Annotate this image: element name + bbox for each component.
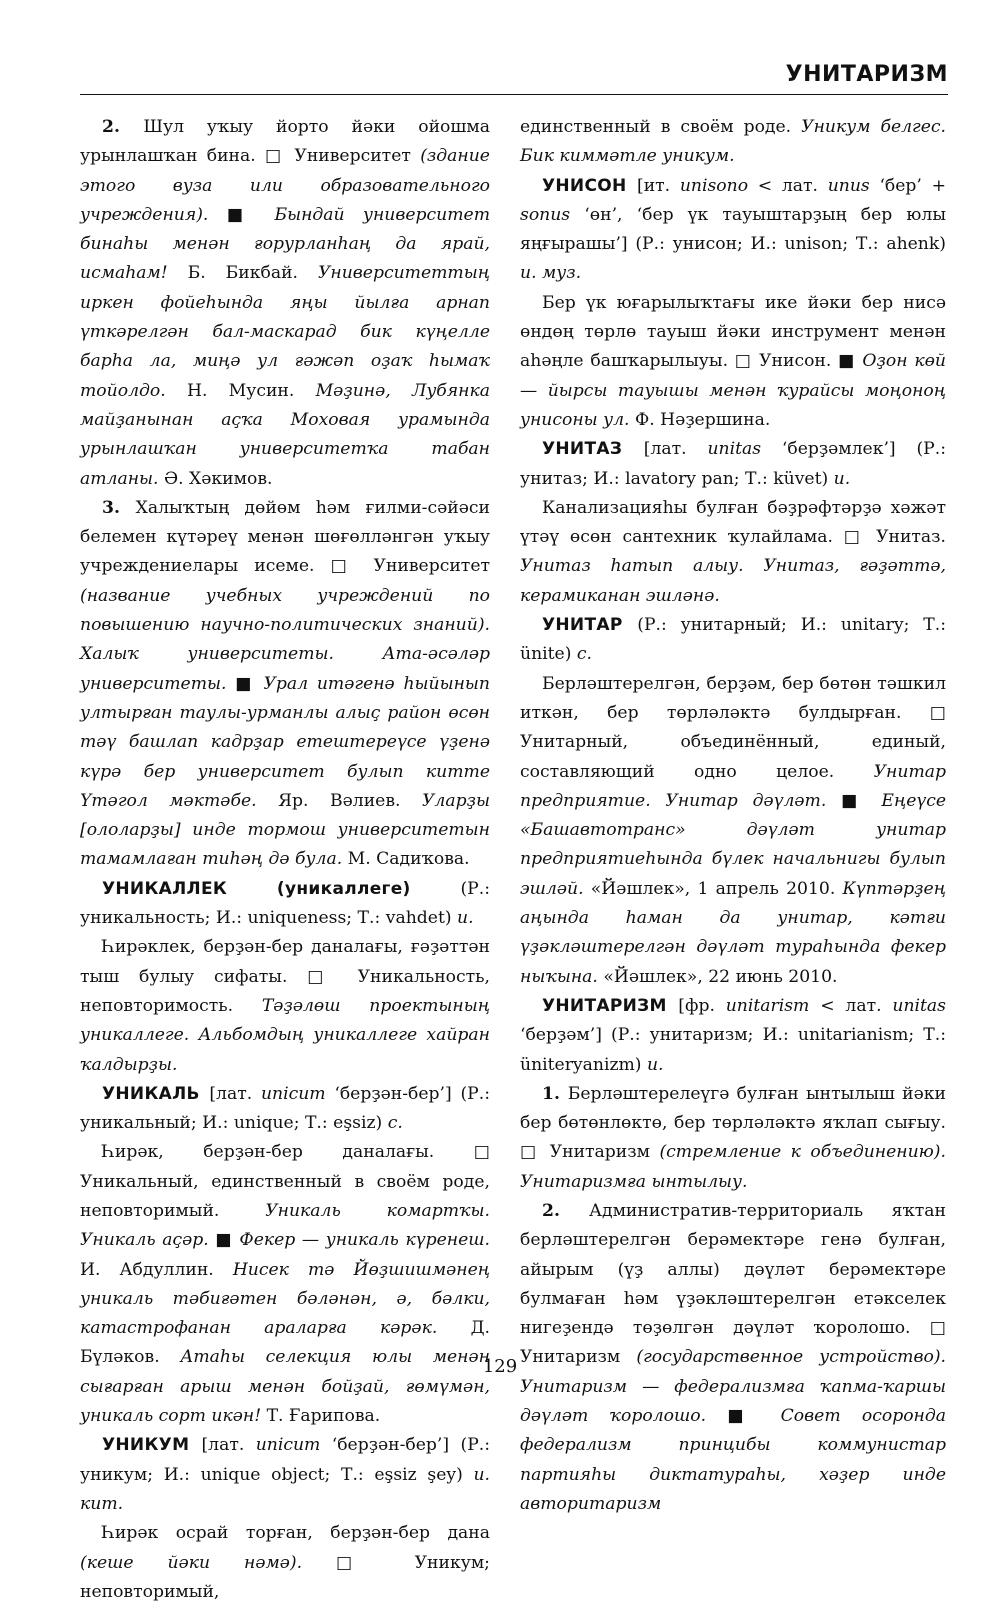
italic-text: unicum (260, 1083, 335, 1104)
text-run: ‘берҙән-бер’] (Р.: уникум; И.: unique object; Т.: eşsiz şey) (80, 1435, 491, 1485)
text-run: «Йәшлек», 1 апрель 2010. (590, 878, 843, 899)
italic-text: (название учебных учреждений по повышению научно-политических знаний). Халыҡ университеты. Ата-әсәләр университеты. (80, 585, 490, 694)
text-run: [лат. (643, 439, 708, 460)
text-run: Берләштерелеүгә булған ынтылыш йәки бер бөтөнлөктө, бер төрләләктә яҡлап сығыу. □ Унитаризм (520, 1083, 946, 1163)
left-column (80, 113, 490, 1607)
text-run: □ Университет (265, 146, 421, 167)
page-number: 129 (482, 1356, 518, 1377)
italic-text: Нисек тә Йөҙшишмәнең уникаль тәбиғәтен бәләнән, ә, бәлки, катастрофанан араларға кәрәк. (80, 1259, 490, 1339)
dictionary-headword-entry (80, 875, 490, 934)
text-run: □ Уникум; неповторимый, (80, 1552, 490, 1602)
italic-text: Уникаль комартҡы. Уникаль аҫәр. (80, 1200, 490, 1251)
text-run: 2. (542, 1200, 589, 1221)
dictionary-headword-entry (80, 1080, 490, 1139)
dictionary-paragraph (80, 113, 490, 494)
dictionary-paragraph (80, 494, 490, 875)
text-run: Канализацияһы булған бәҙрәфтәрҙә хәжәт үтәү өсөн сантехник ҡулайлама. □ Унитаз. (520, 497, 946, 548)
text-run: ‘өн’, ‘бер үк тауыштарҙың бер юлы яңғырашы’] (Р.: унисон; И.: unison; Т.: ahenk) (520, 204, 946, 255)
italic-text: с. (387, 1113, 403, 1134)
italic-text: unisono (679, 175, 758, 196)
text-run: (Р.: унитарный; И.: unitary; Т.: ünite) (520, 615, 946, 665)
text-run: ■ (226, 204, 275, 225)
headword: УНИКУМ (102, 1435, 202, 1456)
headword: УНИТАР (542, 615, 638, 636)
italic-text: Атаһы селекция юлы менән сығарған арыш менән бойҙай, ғөмүмән, уникаль сорт икән! (80, 1347, 490, 1427)
right-column (520, 113, 946, 1519)
text-run: Т. Ғарипова. (266, 1406, 381, 1427)
text-run: единственный в своём роде. (520, 117, 802, 137)
italic-text: (стремление к объединению). Унитаризмға ынтылыу. (520, 1142, 946, 1192)
italic-text: unicum (255, 1435, 332, 1456)
italic-text: sonus (520, 204, 585, 225)
text-run: Һирәк осрай торған, берҙән-бер дана (102, 1523, 490, 1544)
running-header (80, 60, 948, 95)
headword: УНИТАРИЗМ (542, 995, 679, 1016)
text-run: Һирәк, берҙән-бер даналағы. □ Уникальный, единственный в своём роде, неповторимый. (80, 1142, 490, 1221)
italic-text: unitas (892, 995, 946, 1016)
text-run: 2. (102, 117, 144, 137)
headword: УНИТАЗ (542, 439, 644, 460)
italic-text: unitas (707, 439, 782, 460)
headword: УНИКАЛЬ (102, 1083, 210, 1104)
text-run: ‘берҙән-бер’] (Р.: уникальный; И.: unique; Т.: eşsiz) (80, 1083, 490, 1134)
headword: УНИКАЛЛЕК (уникаллеге) (102, 878, 461, 899)
text-run: ‘берҙәм’] (Р.: унитаризм; И.: unitarianism; Т.: üniteryanizm) (520, 1025, 946, 1075)
text-run: [лат. (209, 1083, 261, 1104)
italic-text: (государственное устройство). Унитаризм — федерализмға ҡапма-ҡаршы дәүләт ҡоролошо. (520, 1347, 946, 1427)
text-run: Берләштерелгән, берҙәм, бер бөтөн тәшкил иткән, бер төрләләктә булдырған. □ Унитарный, объединённый, единый, составляющий одно целое. (520, 673, 946, 782)
dictionary-headword-entry (520, 172, 946, 289)
dictionary-paragraph (80, 933, 490, 1079)
text-run: [ит. (636, 175, 680, 196)
italic-text: Урал итәгенә һыйынып ултырған таулы-урманлы алыҫ район өсөн тәү башлап кадрҙар етештереүсе үҙенә күрә бер университет булып китте Үтәгол мәктәбе. (80, 673, 490, 811)
text-run: Халыҡтың дөйөм һәм ғилми-сәйәси белемен күтәреү менән шөғөлләнгән уҡыу учреждениелары исеме. □ Университет (80, 497, 490, 577)
italic-text: и. муз. (520, 263, 582, 284)
dictionary-paragraph (520, 1080, 946, 1197)
italic-text: Мәҙинә, Лубянка майҙанынан аҫҡа Моховая урамында урынлашҡан университетҡа табан атланы. (80, 380, 490, 489)
dictionary-headword-entry (80, 1431, 490, 1519)
text-run: ■ (841, 790, 882, 811)
italic-text: Тәҙәлөш проектының уникаллеге. Альбомдың уникаллеге хайран ҡалдырҙы. (80, 995, 490, 1075)
italic-text: (здание этого вуза или образовательного учреждения). (80, 146, 490, 225)
italic-text: Унитаз һатып алыу. Унитаз, ғәҙәттә, керамиканан эшләнә. (520, 556, 946, 606)
text-run: Һирәклек, берҙән-бер даналағы, ғәҙәттән тыш булыу сифаты. □ Уникальность, неповторимость. (80, 937, 490, 1016)
italic-text: Уникум белгес. Бик киммәтле уникум. (520, 117, 947, 167)
italic-text: Күптәрҙең аңында һаман да унитар, кәтғи үҙәкләштерелгән дәүләт тураһында фекер ныҡына. (520, 878, 946, 987)
italic-text: Уларҙы [ололарҙы] инде тормош университетын тамамлаған тиһәң дә була. (80, 790, 490, 870)
text-run: < лат. (820, 995, 893, 1016)
text-run: Административ-территориаль яҡтан берләштерелгән берәмектәре генә булған, айырым (үҙ аллы) дәүләт берәмектәре булмаған һәм үҙәкләштерелгән етәкселек нигеҙендә төҙөлгән дәүләт ҡоролошо. □ Унитаризм (520, 1200, 946, 1368)
text-run: ‘берҙәмлек’] (Р.: унитаз; И.: lavatory pan; Т.: küvet) (520, 439, 946, 489)
headword: УНИСОН (542, 175, 637, 196)
italic-text: Еңеүсе «Башавтотранс» дәүләт унитар предприятиеһында бүлек начальнигы булып эшләй. (520, 790, 946, 899)
text-run: ■ (727, 1406, 781, 1427)
dictionary-paragraph (80, 1138, 490, 1431)
text-run: Б. Бикбай. (187, 263, 318, 284)
dictionary-paragraph (520, 670, 946, 992)
italic-text: с. (576, 644, 592, 665)
text-run: «Йәшлек», 22 июнь 2010. (603, 966, 838, 987)
dictionary-headword-entry (520, 611, 946, 670)
dictionary-paragraph (520, 494, 946, 611)
text-run: Ф. Нәҙершина. (634, 409, 771, 430)
text-run: Ә. Хәкимов. (163, 468, 273, 489)
italic-text: (кеше йәки нәмә). (80, 1552, 337, 1573)
italic-text: и. кит. (80, 1464, 490, 1514)
italic-text: Унитар предприятие. Унитар дәүләт. (520, 761, 946, 811)
italic-text: Совет осоронда федерализм принцибы коммунистар партияһы диктатураһы, хәҙер инде авторитаризм (520, 1406, 947, 1514)
italic-text: unitarism (725, 995, 821, 1016)
dictionary-paragraph (520, 289, 946, 435)
text-run: [фр. (678, 995, 726, 1016)
dictionary-paragraph (80, 1519, 490, 1607)
text-run: Шул уҡыу йорто йәки ойошма урынлашҡан бина. (80, 117, 490, 167)
italic-text: Университеттың иркен фойеһында яңы йылға арнап үткәрелгән бал-маскарад бик күңелле барһа ла, миңә ул ғәжәп оҙаҡ һымаҡ тойолдо. (80, 263, 490, 401)
text-run: ■ (235, 673, 264, 694)
text-run: < лат. (757, 175, 828, 196)
text-run: [лат. (201, 1435, 256, 1456)
italic-text: Оҙон көй — йырсы тауышы менән ҡурайсы моңоноң унисоны ул. (520, 351, 947, 430)
italic-text: Фекер — уникаль күренеш. (239, 1230, 491, 1251)
italic-text: и. (646, 1054, 664, 1075)
text-run: Н. Мусин. (186, 380, 316, 401)
dictionary-headword-entry (520, 992, 946, 1080)
header-title: УНИТАРИЗМ (785, 62, 948, 87)
text-run: (Р.: уникальность; И.: uniqueness; Т.: vahdet) (80, 878, 490, 929)
text-run: М. Садиҡова. (347, 849, 470, 870)
italic-text: и. (833, 468, 851, 489)
text-run: Яр. Вәлиев. (278, 790, 422, 811)
italic-text: unus (827, 175, 880, 196)
text-run: 1. (542, 1083, 568, 1104)
text-run: И. Абдуллин. (80, 1259, 233, 1280)
dictionary-paragraph (520, 113, 946, 172)
italic-text: и. (457, 908, 474, 929)
italic-text: Бындай университет бинаһы менән ғорурланһаң да ярай, исмаһам! (80, 204, 491, 284)
text-run: Д. Бүләков. (80, 1318, 490, 1368)
text-run: ‘бер’ + (879, 175, 946, 196)
dictionary-headword-entry (520, 435, 946, 494)
text-run: Бер үк юғарылыҡтағы ике йәки бер нисә өндөң төрлө тауыш йәки инструмент менән аһәңле башҡарылыуы. □ Унисон. ■ (520, 292, 946, 372)
text-run: 3. (102, 497, 136, 518)
text-run: ■ (215, 1230, 240, 1251)
